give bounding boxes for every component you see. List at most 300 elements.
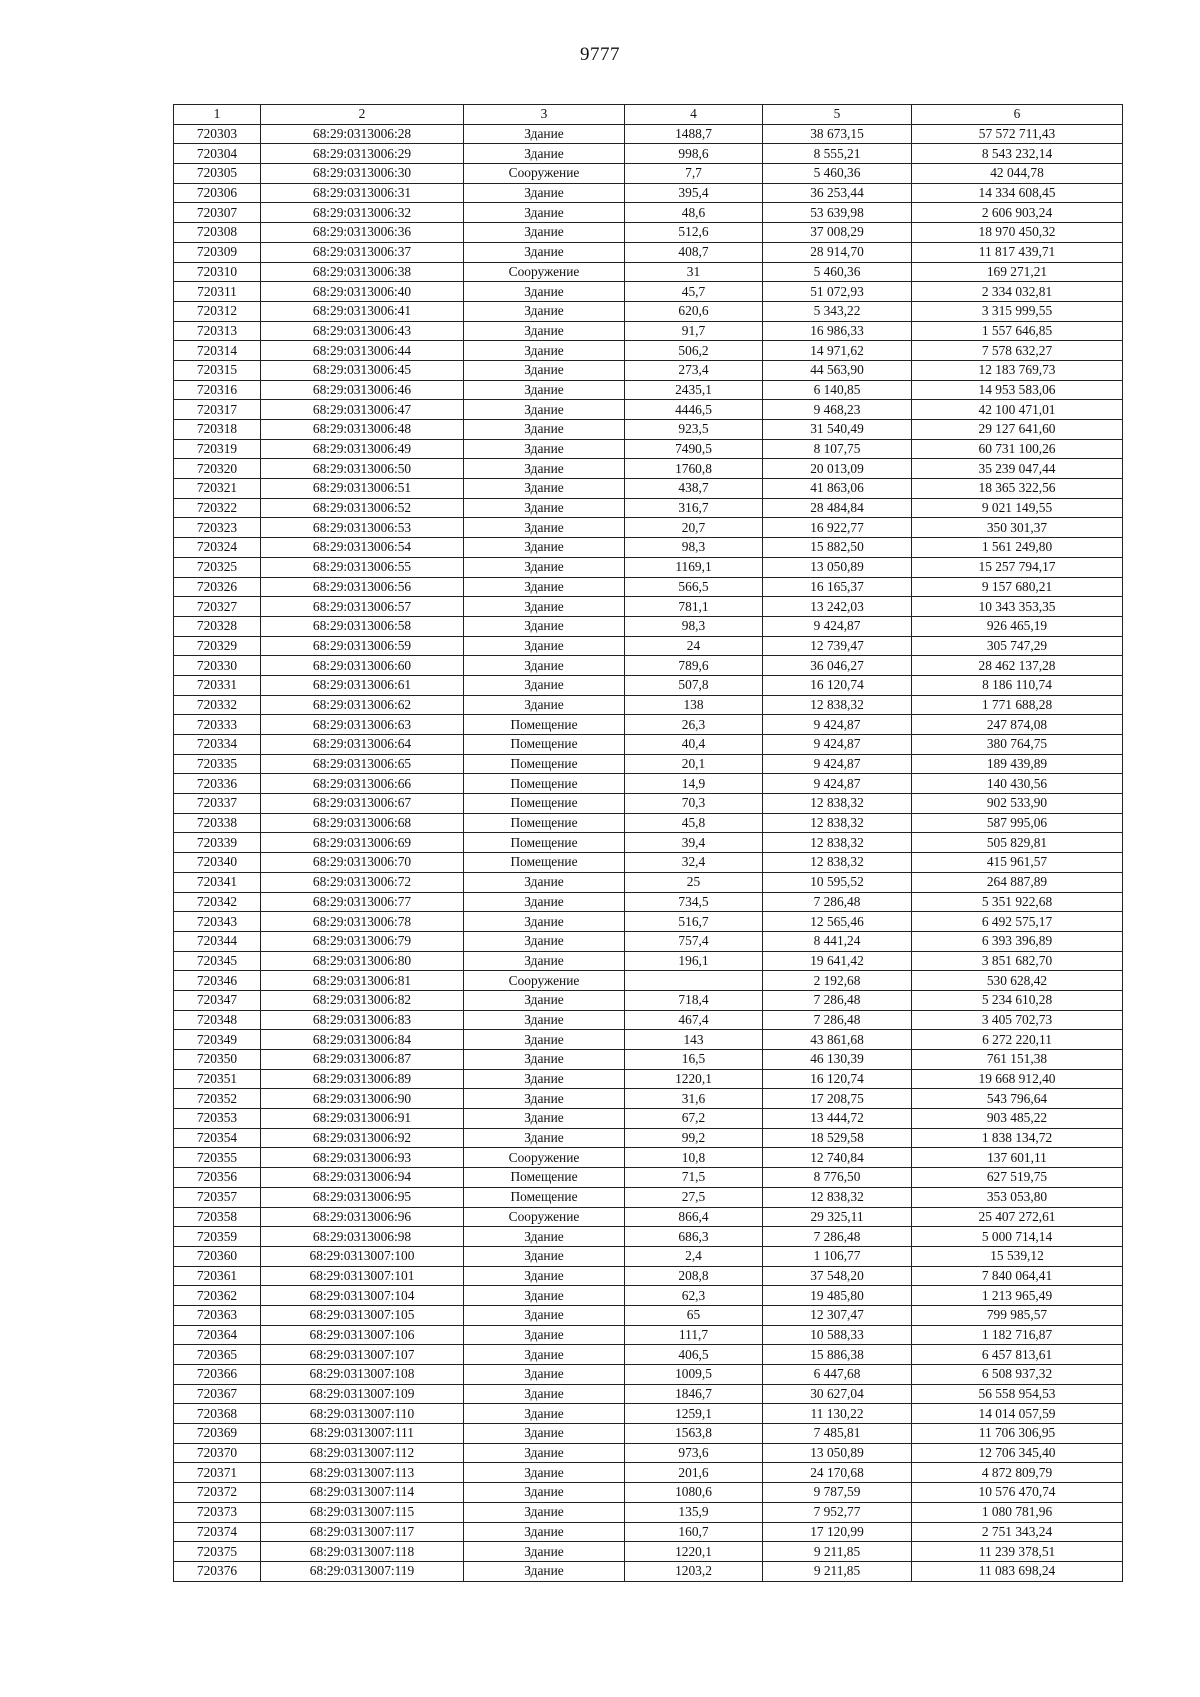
area-cell: 138 (625, 695, 763, 715)
object-type-cell: Здание (464, 597, 625, 617)
cadastral-number-cell: 68:29:0313006:53 (261, 518, 464, 538)
cadastral-number-cell: 68:29:0313006:62 (261, 695, 464, 715)
row-number-cell: 720336 (174, 774, 261, 794)
row-number-cell: 720356 (174, 1168, 261, 1188)
row-number-cell: 720316 (174, 380, 261, 400)
row-number-cell: 720349 (174, 1030, 261, 1050)
area-cell: 98,3 (625, 538, 763, 558)
table-row (174, 1561, 1123, 1581)
cadastral-value-cell: 799 985,57 (912, 1305, 1123, 1325)
row-number-cell: 720310 (174, 262, 261, 282)
cadastral-value-cell: 18 970 450,32 (912, 223, 1123, 243)
specific-value-cell: 5 343,22 (763, 301, 912, 321)
row-number-cell: 720357 (174, 1187, 261, 1207)
cadastral-value-cell: 1 213 965,49 (912, 1286, 1123, 1306)
table-row (174, 1522, 1123, 1542)
cadastral-number-cell: 68:29:0313006:31 (261, 183, 464, 203)
cadastral-value-cell: 28 462 137,28 (912, 656, 1123, 676)
cadastral-value-cell: 35 239 047,44 (912, 459, 1123, 479)
cadastral-number-cell: 68:29:0313006:37 (261, 242, 464, 262)
object-type-cell: Здание (464, 1089, 625, 1109)
specific-value-cell: 44 563,90 (763, 360, 912, 380)
cadastral-number-cell: 68:29:0313006:78 (261, 912, 464, 932)
row-number-cell: 720351 (174, 1069, 261, 1089)
cadastral-value-cell: 2 334 032,81 (912, 282, 1123, 302)
row-number-cell: 720371 (174, 1463, 261, 1483)
object-type-cell: Здание (464, 577, 625, 597)
row-number-cell: 720334 (174, 735, 261, 755)
object-type-cell: Здание (464, 1069, 625, 1089)
specific-value-cell: 15 886,38 (763, 1345, 912, 1365)
object-type-cell: Здание (464, 1365, 625, 1385)
cadastral-number-cell: 68:29:0313007:101 (261, 1266, 464, 1286)
cadastral-number-cell: 68:29:0313006:40 (261, 282, 464, 302)
specific-value-cell: 6 447,68 (763, 1365, 912, 1385)
cadastral-number-cell: 68:29:0313006:41 (261, 301, 464, 321)
table-row (174, 183, 1123, 203)
specific-value-cell: 9 424,87 (763, 715, 912, 735)
cadastral-number-cell: 68:29:0313006:55 (261, 557, 464, 577)
cadastral-value-cell: 7 578 632,27 (912, 341, 1123, 361)
cadastral-value-cell: 42 100 471,01 (912, 400, 1123, 420)
area-cell: 39,4 (625, 833, 763, 853)
row-number-cell: 720352 (174, 1089, 261, 1109)
column-header: 6 (912, 105, 1123, 125)
area-cell: 208,8 (625, 1266, 763, 1286)
cadastral-value-cell: 140 430,56 (912, 774, 1123, 794)
object-type-cell: Помещение (464, 833, 625, 853)
table-row (174, 715, 1123, 735)
area-cell: 20,1 (625, 754, 763, 774)
row-number-cell: 720321 (174, 479, 261, 499)
object-type-cell: Здание (464, 301, 625, 321)
cadastral-value-cell: 5 351 922,68 (912, 892, 1123, 912)
row-number-cell: 720333 (174, 715, 261, 735)
object-type-cell: Здание (464, 400, 625, 420)
area-cell: 516,7 (625, 912, 763, 932)
table-row (174, 695, 1123, 715)
area-cell: 10,8 (625, 1148, 763, 1168)
row-number-cell: 720305 (174, 164, 261, 184)
object-type-cell: Здание (464, 203, 625, 223)
cadastral-value-cell: 903 485,22 (912, 1109, 1123, 1129)
table-row (174, 1305, 1123, 1325)
specific-value-cell: 10 588,33 (763, 1325, 912, 1345)
specific-value-cell: 16 120,74 (763, 675, 912, 695)
table-row (174, 242, 1123, 262)
area-cell: 734,5 (625, 892, 763, 912)
cadastral-number-cell: 68:29:0313006:59 (261, 636, 464, 656)
column-header: 4 (625, 105, 763, 125)
area-cell: 7,7 (625, 164, 763, 184)
area-cell: 1220,1 (625, 1069, 763, 1089)
row-number-cell: 720338 (174, 813, 261, 833)
object-type-cell: Здание (464, 1561, 625, 1581)
cadastral-value-cell: 3 315 999,55 (912, 301, 1123, 321)
row-number-cell: 720376 (174, 1561, 261, 1581)
row-number-cell: 720325 (174, 557, 261, 577)
table-row (174, 1483, 1123, 1503)
specific-value-cell: 29 325,11 (763, 1207, 912, 1227)
specific-value-cell: 7 286,48 (763, 990, 912, 1010)
cadastral-value-cell: 902 533,90 (912, 794, 1123, 814)
cadastral-number-cell: 68:29:0313006:58 (261, 616, 464, 636)
object-type-cell: Помещение (464, 853, 625, 873)
row-number-cell: 720370 (174, 1443, 261, 1463)
cadastral-number-cell: 68:29:0313007:118 (261, 1542, 464, 1562)
specific-value-cell: 28 914,70 (763, 242, 912, 262)
cadastral-value-cell: 587 995,06 (912, 813, 1123, 833)
specific-value-cell: 9 787,59 (763, 1483, 912, 1503)
object-type-cell: Здание (464, 912, 625, 932)
row-number-cell: 720369 (174, 1424, 261, 1444)
row-number-cell: 720361 (174, 1266, 261, 1286)
object-type-cell: Здание (464, 990, 625, 1010)
cadastral-value-cell: 761 151,38 (912, 1050, 1123, 1070)
table-row (174, 656, 1123, 676)
object-type-cell: Здание (464, 183, 625, 203)
object-type-cell: Здание (464, 518, 625, 538)
row-number-cell: 720367 (174, 1384, 261, 1404)
table-row (174, 1187, 1123, 1207)
cadastral-number-cell: 68:29:0313007:109 (261, 1384, 464, 1404)
table-row (174, 1148, 1123, 1168)
row-number-cell: 720343 (174, 912, 261, 932)
table-row (174, 439, 1123, 459)
table-row (174, 990, 1123, 1010)
specific-value-cell: 16 165,37 (763, 577, 912, 597)
cadastral-value-cell: 6 272 220,11 (912, 1030, 1123, 1050)
area-cell: 781,1 (625, 597, 763, 617)
cadastral-number-cell: 68:29:0313006:72 (261, 872, 464, 892)
specific-value-cell: 13 050,89 (763, 557, 912, 577)
cadastral-value-cell: 6 393 396,89 (912, 931, 1123, 951)
specific-value-cell: 17 208,75 (763, 1089, 912, 1109)
object-type-cell: Здание (464, 656, 625, 676)
specific-value-cell: 12 740,84 (763, 1148, 912, 1168)
cadastral-value-cell: 3 851 682,70 (912, 951, 1123, 971)
specific-value-cell: 12 739,47 (763, 636, 912, 656)
object-type-cell: Здание (464, 459, 625, 479)
specific-value-cell: 11 130,22 (763, 1404, 912, 1424)
specific-value-cell: 8 555,21 (763, 144, 912, 164)
area-cell: 65 (625, 1305, 763, 1325)
cadastral-value-cell: 1 561 249,80 (912, 538, 1123, 558)
row-number-cell: 720315 (174, 360, 261, 380)
cadastral-number-cell: 68:29:0313007:114 (261, 1483, 464, 1503)
table-header-row (174, 105, 1123, 125)
cadastral-number-cell: 68:29:0313006:32 (261, 203, 464, 223)
specific-value-cell: 2 192,68 (763, 971, 912, 991)
row-number-cell: 720373 (174, 1502, 261, 1522)
cadastral-value-cell: 505 829,81 (912, 833, 1123, 853)
area-cell: 998,6 (625, 144, 763, 164)
area-cell: 26,3 (625, 715, 763, 735)
table-row (174, 360, 1123, 380)
table-row (174, 1384, 1123, 1404)
row-number-cell: 720313 (174, 321, 261, 341)
object-type-cell: Здание (464, 1424, 625, 1444)
table-row (174, 1463, 1123, 1483)
cadastral-number-cell: 68:29:0313006:29 (261, 144, 464, 164)
cadastral-value-cell: 11 706 306,95 (912, 1424, 1123, 1444)
row-number-cell: 720314 (174, 341, 261, 361)
table-row (174, 1266, 1123, 1286)
object-type-cell: Здание (464, 1443, 625, 1463)
object-type-cell: Здание (464, 1325, 625, 1345)
object-type-cell: Помещение (464, 1187, 625, 1207)
object-type-cell: Здание (464, 420, 625, 440)
table-row (174, 971, 1123, 991)
object-type-cell: Сооружение (464, 1207, 625, 1227)
cadastral-number-cell: 68:29:0313006:91 (261, 1109, 464, 1129)
cadastral-value-cell: 8 186 110,74 (912, 675, 1123, 695)
object-type-cell: Здание (464, 616, 625, 636)
table-row (174, 1365, 1123, 1385)
cadastral-number-cell: 68:29:0313006:50 (261, 459, 464, 479)
table-row (174, 735, 1123, 755)
object-type-cell: Здание (464, 1345, 625, 1365)
cadastral-number-cell: 68:29:0313006:80 (261, 951, 464, 971)
table-row (174, 557, 1123, 577)
row-number-cell: 720332 (174, 695, 261, 715)
object-type-cell: Помещение (464, 715, 625, 735)
specific-value-cell: 12 838,32 (763, 813, 912, 833)
area-cell: 62,3 (625, 1286, 763, 1306)
area-cell: 1259,1 (625, 1404, 763, 1424)
row-number-cell: 720348 (174, 1010, 261, 1030)
object-type-cell: Здание (464, 1050, 625, 1070)
cadastral-number-cell: 68:29:0313006:84 (261, 1030, 464, 1050)
cadastral-value-cell: 14 014 057,59 (912, 1404, 1123, 1424)
row-number-cell: 720366 (174, 1365, 261, 1385)
table-row (174, 597, 1123, 617)
cadastral-number-cell: 68:29:0313006:43 (261, 321, 464, 341)
row-number-cell: 720326 (174, 577, 261, 597)
area-cell: 467,4 (625, 1010, 763, 1030)
row-number-cell: 720346 (174, 971, 261, 991)
table-row (174, 380, 1123, 400)
cadastral-number-cell: 68:29:0313007:115 (261, 1502, 464, 1522)
object-type-cell: Сооружение (464, 971, 625, 991)
area-cell: 25 (625, 872, 763, 892)
row-number-cell: 720323 (174, 518, 261, 538)
table-row (174, 1542, 1123, 1562)
cadastral-value-cell: 6 508 937,32 (912, 1365, 1123, 1385)
table-row (174, 1443, 1123, 1463)
row-number-cell: 720359 (174, 1227, 261, 1247)
specific-value-cell: 7 286,48 (763, 1010, 912, 1030)
cadastral-number-cell: 68:29:0313006:67 (261, 794, 464, 814)
area-cell: 1080,6 (625, 1483, 763, 1503)
area-cell: 67,2 (625, 1109, 763, 1129)
table-row (174, 518, 1123, 538)
specific-value-cell: 24 170,68 (763, 1463, 912, 1483)
table-row (174, 1050, 1123, 1070)
cadastral-number-cell: 68:29:0313006:52 (261, 498, 464, 518)
cadastral-number-cell: 68:29:0313007:119 (261, 1561, 464, 1581)
object-type-cell: Сооружение (464, 1148, 625, 1168)
cadastral-value-cell: 15 257 794,17 (912, 557, 1123, 577)
table-row (174, 203, 1123, 223)
cadastral-number-cell: 68:29:0313006:65 (261, 754, 464, 774)
object-type-cell: Здание (464, 1286, 625, 1306)
table-row (174, 321, 1123, 341)
object-type-cell: Здание (464, 479, 625, 499)
object-type-cell: Здание (464, 242, 625, 262)
row-number-cell: 720345 (174, 951, 261, 971)
object-type-cell: Помещение (464, 794, 625, 814)
row-number-cell: 720374 (174, 1522, 261, 1542)
row-number-cell: 720309 (174, 242, 261, 262)
area-cell: 718,4 (625, 990, 763, 1010)
specific-value-cell: 13 242,03 (763, 597, 912, 617)
cadastral-number-cell: 68:29:0313007:104 (261, 1286, 464, 1306)
row-number-cell: 720372 (174, 1483, 261, 1503)
table-row (174, 1069, 1123, 1089)
specific-value-cell: 13 050,89 (763, 1443, 912, 1463)
object-type-cell: Здание (464, 1246, 625, 1266)
specific-value-cell: 36 253,44 (763, 183, 912, 203)
cadastral-value-cell: 4 872 809,79 (912, 1463, 1123, 1483)
column-header: 3 (464, 105, 625, 125)
object-type-cell: Здание (464, 1010, 625, 1030)
cadastral-value-cell: 926 465,19 (912, 616, 1123, 636)
specific-value-cell: 5 460,36 (763, 164, 912, 184)
row-number-cell: 720304 (174, 144, 261, 164)
cadastral-value-cell: 60 731 100,26 (912, 439, 1123, 459)
specific-value-cell: 37 548,20 (763, 1266, 912, 1286)
row-number-cell: 720324 (174, 538, 261, 558)
specific-value-cell: 7 286,48 (763, 892, 912, 912)
table-row (174, 223, 1123, 243)
cadastral-number-cell: 68:29:0313007:112 (261, 1443, 464, 1463)
cadastral-number-cell: 68:29:0313006:48 (261, 420, 464, 440)
row-number-cell: 720330 (174, 656, 261, 676)
specific-value-cell: 14 971,62 (763, 341, 912, 361)
table-row (174, 1227, 1123, 1247)
specific-value-cell: 7 485,81 (763, 1424, 912, 1444)
cadastral-value-cell: 1 557 646,85 (912, 321, 1123, 341)
specific-value-cell: 51 072,93 (763, 282, 912, 302)
cadastral-value-cell: 14 953 583,06 (912, 380, 1123, 400)
object-type-cell: Здание (464, 124, 625, 144)
area-cell: 71,5 (625, 1168, 763, 1188)
area-cell: 20,7 (625, 518, 763, 538)
table-row (174, 498, 1123, 518)
column-header: 2 (261, 105, 464, 125)
object-type-cell: Здание (464, 1542, 625, 1562)
table-row (174, 538, 1123, 558)
table-row (174, 833, 1123, 853)
object-type-cell: Здание (464, 872, 625, 892)
object-type-cell: Здание (464, 321, 625, 341)
row-number-cell: 720317 (174, 400, 261, 420)
specific-value-cell: 9 424,87 (763, 774, 912, 794)
specific-value-cell: 9 211,85 (763, 1561, 912, 1581)
object-type-cell: Помещение (464, 1168, 625, 1188)
specific-value-cell: 12 307,47 (763, 1305, 912, 1325)
row-number-cell: 720339 (174, 833, 261, 853)
cadastral-number-cell: 68:29:0313006:38 (261, 262, 464, 282)
object-type-cell: Здание (464, 282, 625, 302)
cadastral-number-cell: 68:29:0313006:90 (261, 1089, 464, 1109)
object-type-cell: Здание (464, 538, 625, 558)
area-cell: 395,4 (625, 183, 763, 203)
object-type-cell: Здание (464, 892, 625, 912)
area-cell: 45,8 (625, 813, 763, 833)
cadastral-number-cell: 68:29:0313006:93 (261, 1148, 464, 1168)
specific-value-cell: 37 008,29 (763, 223, 912, 243)
area-cell: 1169,1 (625, 557, 763, 577)
specific-value-cell: 30 627,04 (763, 1384, 912, 1404)
column-header: 5 (763, 105, 912, 125)
specific-value-cell: 31 540,49 (763, 420, 912, 440)
row-number-cell: 720358 (174, 1207, 261, 1227)
specific-value-cell: 53 639,98 (763, 203, 912, 223)
area-cell: 40,4 (625, 735, 763, 755)
cadastral-value-cell: 10 343 353,35 (912, 597, 1123, 617)
cadastral-number-cell: 68:29:0313007:108 (261, 1365, 464, 1385)
cadastral-value-cell: 8 543 232,14 (912, 144, 1123, 164)
area-cell: 866,4 (625, 1207, 763, 1227)
row-number-cell: 720364 (174, 1325, 261, 1345)
cadastral-value-cell: 264 887,89 (912, 872, 1123, 892)
table-row (174, 912, 1123, 932)
cadastral-value-cell: 11 817 439,71 (912, 242, 1123, 262)
cadastral-value-cell: 7 840 064,41 (912, 1266, 1123, 1286)
cadastral-number-cell: 68:29:0313006:79 (261, 931, 464, 951)
object-type-cell: Здание (464, 636, 625, 656)
table-row (174, 1424, 1123, 1444)
specific-value-cell: 41 863,06 (763, 479, 912, 499)
cadastral-value-cell: 9 021 149,55 (912, 498, 1123, 518)
cadastral-value-cell: 169 271,21 (912, 262, 1123, 282)
row-number-cell: 720331 (174, 675, 261, 695)
table-row (174, 754, 1123, 774)
cadastral-value-cell: 12 706 345,40 (912, 1443, 1123, 1463)
row-number-cell: 720312 (174, 301, 261, 321)
table-row (174, 262, 1123, 282)
specific-value-cell: 13 444,72 (763, 1109, 912, 1129)
cadastral-value-cell: 353 053,80 (912, 1187, 1123, 1207)
area-cell: 45,7 (625, 282, 763, 302)
table-row (174, 794, 1123, 814)
specific-value-cell: 8 107,75 (763, 439, 912, 459)
cadastral-number-cell: 68:29:0313006:51 (261, 479, 464, 499)
cadastral-number-cell: 68:29:0313006:92 (261, 1128, 464, 1148)
area-cell: 923,5 (625, 420, 763, 440)
cadastral-number-cell: 68:29:0313006:49 (261, 439, 464, 459)
area-cell: 408,7 (625, 242, 763, 262)
specific-value-cell: 12 838,32 (763, 833, 912, 853)
object-type-cell: Здание (464, 931, 625, 951)
cadastral-value-cell: 19 668 912,40 (912, 1069, 1123, 1089)
area-cell: 1203,2 (625, 1561, 763, 1581)
table-row (174, 1168, 1123, 1188)
cadastral-value-cell: 2 751 343,24 (912, 1522, 1123, 1542)
row-number-cell: 720337 (174, 794, 261, 814)
specific-value-cell: 9 424,87 (763, 616, 912, 636)
cadastral-value-cell: 1 838 134,72 (912, 1128, 1123, 1148)
area-cell: 160,7 (625, 1522, 763, 1542)
area-cell: 7490,5 (625, 439, 763, 459)
area-cell: 91,7 (625, 321, 763, 341)
area-cell: 686,3 (625, 1227, 763, 1247)
row-number-cell: 720329 (174, 636, 261, 656)
area-cell: 32,4 (625, 853, 763, 873)
row-number-cell: 720363 (174, 1305, 261, 1325)
